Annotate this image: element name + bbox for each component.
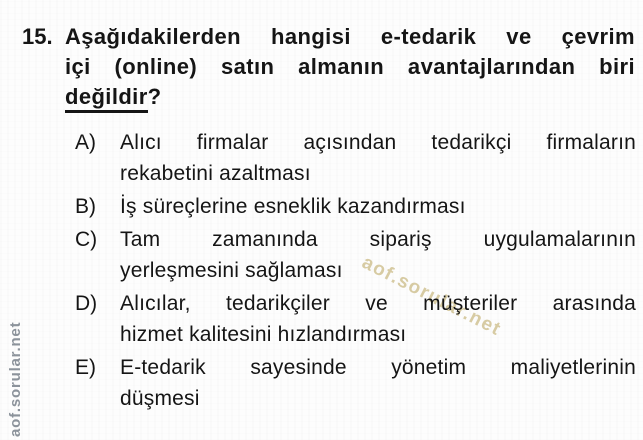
question-line-3 (65, 82, 635, 112)
option-a-line-1: Alıcı firmalar açısından tedarikçi firmaların (120, 131, 636, 154)
question-number: 15. (22, 24, 53, 49)
option-a-line-2: rekabetini azaltması (120, 162, 311, 185)
option-b-letter: B) (75, 195, 96, 218)
option-e-letter: E) (75, 356, 96, 379)
option-d-line-1: Alıcılar, tedarikçiler ve müşteriler arasında (120, 292, 636, 315)
option-e-line-2: düşmesi (120, 387, 200, 410)
watermark-center-diagonal: aof.sorular.net (358, 252, 505, 341)
option-c-line-1: Tam zamanında sipariş uygulamalarının (120, 228, 636, 251)
option-a-text (120, 127, 636, 189)
option-e (75, 352, 636, 414)
option-e-line-1: E-tedarik sayesinde yönetim maliyetlerinin (120, 356, 636, 379)
question-mark: ? (147, 84, 162, 109)
option-b (75, 191, 636, 222)
option-c (75, 224, 636, 286)
option-d-text (120, 288, 636, 350)
question-text (65, 22, 635, 112)
watermark-left-vertical: aof.sorular.net (7, 321, 24, 437)
option-b-text (120, 191, 636, 222)
option-c-text (120, 224, 636, 286)
options-list (75, 127, 636, 416)
option-e-text (120, 352, 636, 414)
question-line-2: içi (online) satın almanın avantajlarından biri (65, 54, 635, 79)
option-a-letter: A) (75, 131, 96, 154)
option-a (75, 127, 636, 189)
option-c-line-2: yerleşmesini sağlaması (120, 259, 343, 282)
option-d-line-2: hizmet kalitesini hızlandırması (120, 323, 407, 346)
option-d (75, 288, 636, 350)
option-d-letter: D) (75, 292, 98, 315)
underlined-word: değildir (65, 84, 148, 113)
question-block (22, 22, 635, 112)
option-c-letter: C) (75, 228, 98, 251)
question-line-1: Aşağıdakilerden hangisi e-tedarik ve çevrim (65, 24, 635, 49)
option-b-line-1: İş süreçlerine esneklik kazandırması (120, 195, 466, 218)
